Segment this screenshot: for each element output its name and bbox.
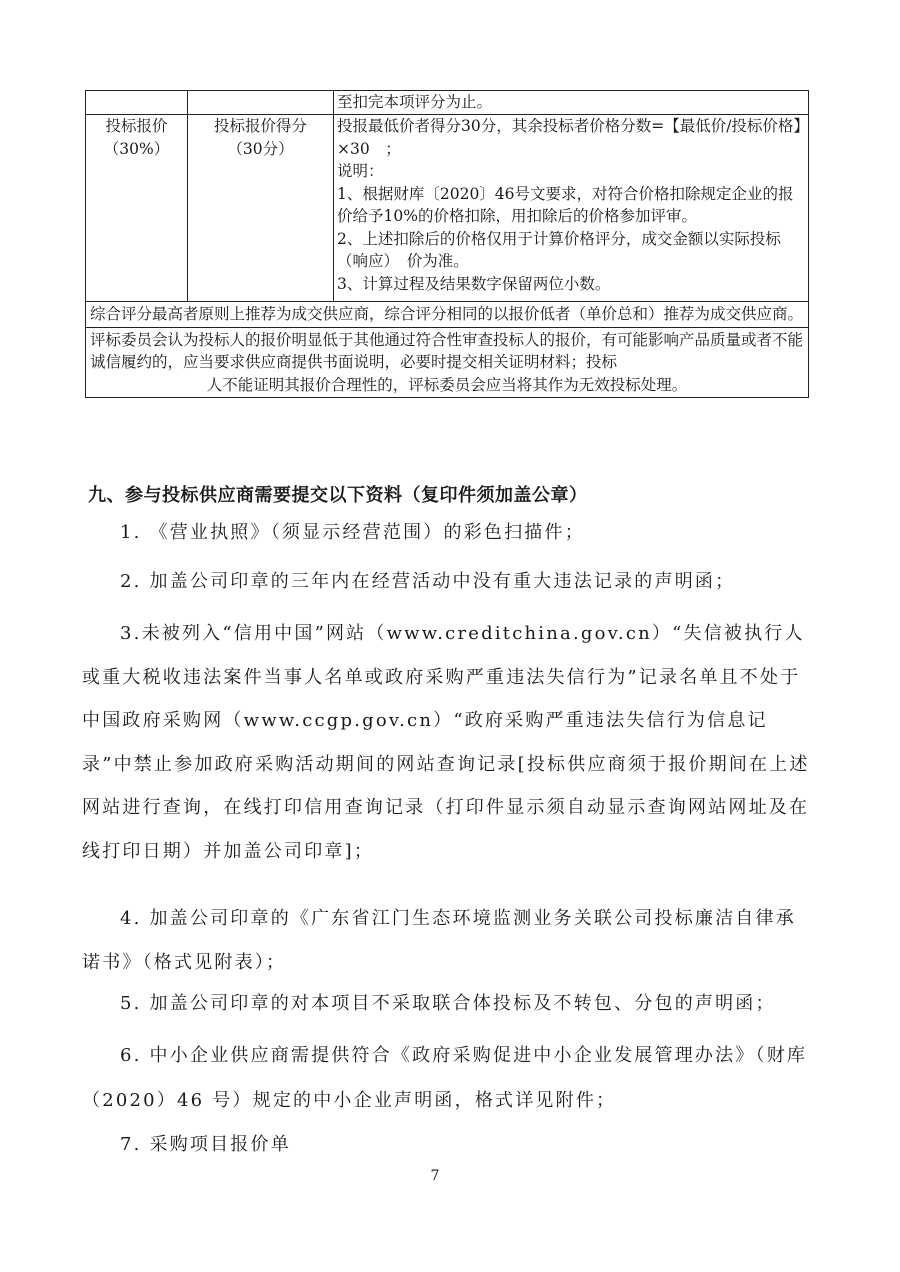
list-item: 5. 加盖公司印章的对本项目不采取联合体投标及不转包、分包的声明函； [120, 993, 776, 1014]
recommendation-cell: 综合评分最高者原则上推荐为成交供应商，综合评分相同的以报价低者（单价总和）推荐为成交供应商。 [86, 302, 809, 328]
description-line: 2、上述扣除后的价格仅用于计算价格评分，成交金额以实际投标（响应） 价为准。 [337, 229, 781, 270]
category-cell [86, 115, 188, 302]
list-item: 4. 加盖公司印章的《广东省江门生态环境监测业务关联公司投标廉洁自律承诺书》（格式见附表）； [82, 908, 796, 973]
table-cell [188, 91, 334, 115]
list-item: 2. 加盖公司印章的三年内在经营活动中没有重大违法记录的声明函； [120, 571, 736, 592]
table-row [86, 327, 809, 398]
item-cell [188, 115, 334, 302]
category-weight: （30%） [103, 139, 170, 158]
item-label: 投标报价得分 [213, 117, 307, 135]
description-line: 1、根据财库〔2020〕46号文要求，对符合价格扣除规定企业的报价给予10%的价格扣除，用扣除后的价格参加评审。 [337, 184, 794, 225]
table-cell [86, 91, 188, 115]
table-cell: 至扣完本项评分为止。 [334, 91, 809, 115]
table-row [86, 91, 809, 115]
section-heading: 九、参与投标供应商需要提交以下资料（复印件须加盖公章） [88, 485, 588, 506]
description-line: 投报最低价者得分30分，其余投标者价格分数=【最低价/投标价格】×30 ； [337, 117, 802, 158]
list-item: 1. 《营业执照》（须显示经营范围）的彩色扫描件； [120, 522, 585, 543]
description-line: 3、计算过程及结果数字保留两位小数。 [337, 274, 611, 293]
low-price-rule-cell [86, 327, 809, 398]
description-cell [334, 115, 809, 302]
description-line: 说明： [337, 162, 384, 180]
item-score: （30分） [227, 139, 294, 158]
low-price-rule-last-line: 人不能证明其报价合理性的，评标委员会应当将其作为无效投标处理。 [206, 375, 688, 394]
list-item: 6. 中小企业供应商需提供符合《政府采购促进中小企业发展管理办法》（财库（2020）46 号）规定的中小企业声明函，格式详见附件； [82, 1045, 808, 1111]
table-row [86, 302, 809, 328]
evaluation-table [85, 90, 809, 398]
category-label: 投标报价 [105, 117, 168, 135]
low-price-rule-text: 评标委员会认为投标人的报价明显低于其他通过符合性审查投标人的报价，有可能影响产品质量或者不能诚信履约的，应当要求供应商提供书面说明，必要时提交相关证明材料；投标 [90, 330, 804, 371]
list-item: 7. 采购项目报价单 [120, 1134, 291, 1155]
page-number: 7 [430, 1168, 440, 1184]
list-item: 3.未被列入“信用中国”网站（www.creditchina.gov.cn）“失信被执行人或重大税收违法案件当事人名单或政府采购严重违法失信行为”记录名单且不处于中国政府采购网（www.ccgp.gov.cn）“政府采购严重违法失信行为信息记录”中禁止参加政府采购活动期间的网站查询记录[投标供应商须于报价期间在上述网站进行查询，在线打印信用查询记录（打印件显示须自动显示查询网站网址及在线打印日期）并加盖公司印章]； [82, 623, 810, 862]
table-row [86, 115, 809, 302]
